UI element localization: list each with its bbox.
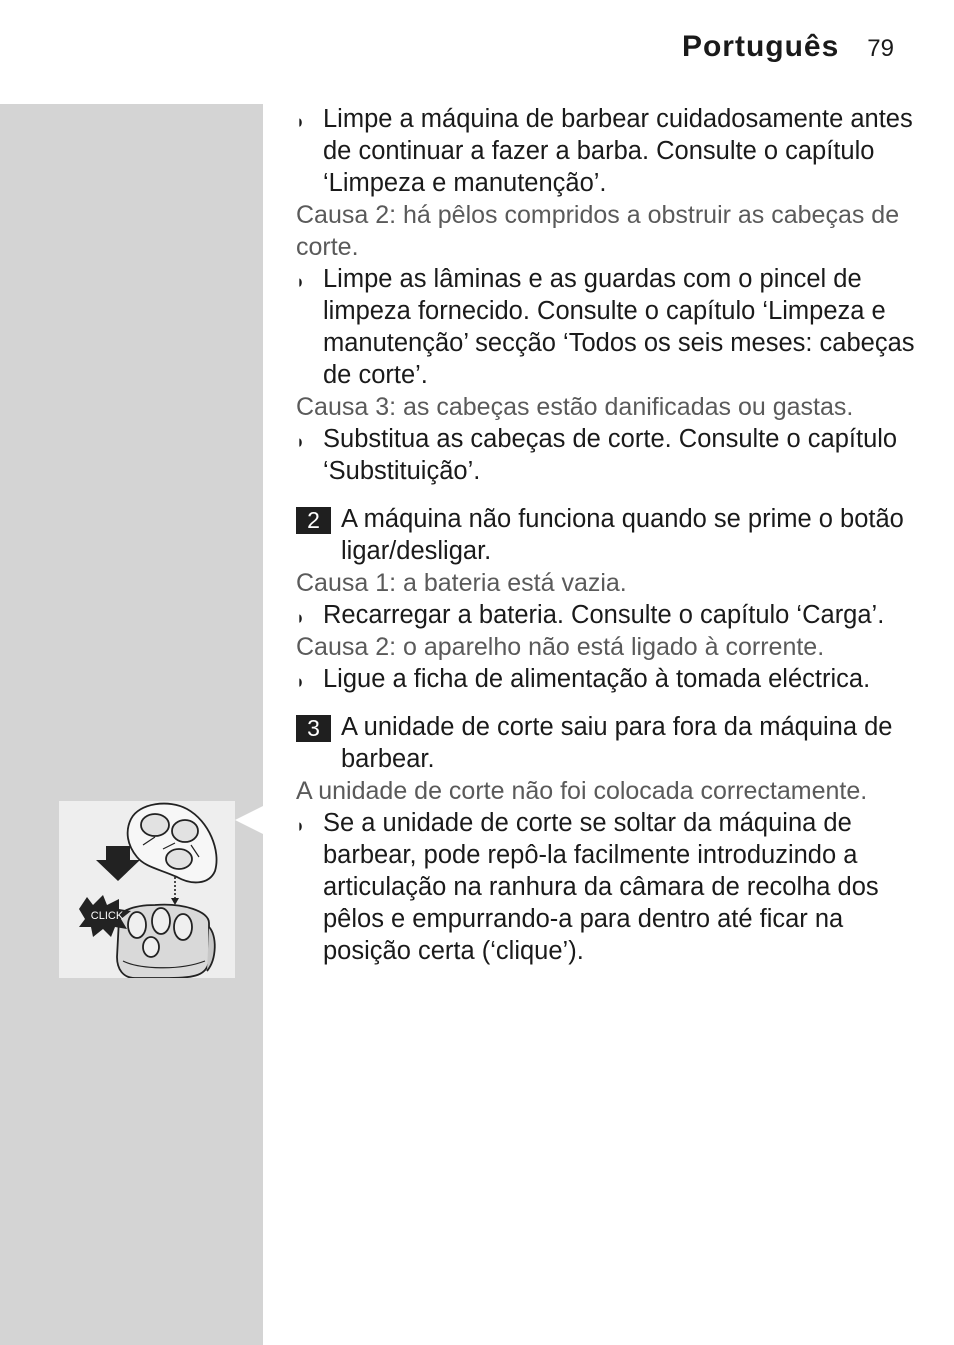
cause-text: Causa 2: o aparelho não está ligado à corrente. (296, 633, 825, 661)
problem-number: 2 (296, 507, 331, 534)
main-content (296, 103, 916, 967)
cutting-unit-icon (128, 804, 217, 883)
page-number: 79 (867, 35, 894, 62)
bullet-icon: ◗ (297, 432, 304, 453)
bullet-icon: ◗ (297, 272, 304, 293)
page-header (682, 30, 894, 64)
instruction-item: ◗ Recarregar a bateria. Consulte o capítulo ‘Carga’. (296, 599, 916, 631)
bullet-icon: ◗ (297, 112, 304, 133)
figure-pointer (235, 806, 263, 834)
instruction-item: ◗ Limpe as lâminas e as guardas com o pincel de limpeza fornecido. Consulte o capítulo ‘Limpeza e manutenção’ secção ‘Todos os seis meses: cabeças de corte’. (297, 265, 915, 389)
sidebar-panel (0, 104, 263, 1345)
problem-heading: 3 A unidade de corte saiu para fora da máquina de barbear. (296, 711, 916, 775)
bullet-icon: ◗ (297, 608, 304, 629)
instruction-item: ◗ Ligue a ficha de alimentação à tomada eléctrica. (296, 663, 916, 695)
cause-text: Causa 2: há pêlos compridos a obstruir as cabeças de corte. (296, 201, 900, 261)
problem-number: 3 (296, 715, 331, 742)
instruction-item: ◗ Substitua as cabeças de corte. Consulte o capítulo ‘Substituição’. (297, 425, 898, 485)
instruction-item: ◗ Se a unidade de corte se soltar da máquina de barbear, pode repô-la facilmente introduzindo a articulação na ranhura da câmara de recolha dos pêlos e empurrando-a para dentro até ficar na posição certa (‘clique’). (297, 809, 879, 965)
click-label: CLICK (90, 910, 124, 922)
shaver-body-icon (117, 905, 215, 978)
shaver-cutting-unit-illustration (59, 801, 235, 978)
problem-heading: 2 A máquina não funciona quando se prime o botão ligar/desligar. (296, 503, 916, 567)
instruction-item: ◗ Limpe a máquina de barbear cuidadosamente antes de continuar a fazer a barba. Consulte o capítulo ‘Limpeza e manutenção’. (297, 105, 913, 197)
language-title: Português (681, 30, 840, 63)
cause-text: A unidade de corte não foi colocada correctamente. (296, 777, 868, 805)
cause-text: Causa 1: a bateria está vazia. (296, 569, 627, 597)
cause-text: Causa 3: as cabeças estão danificadas ou gastas. (296, 393, 854, 421)
bullet-icon: ◗ (297, 672, 304, 693)
bullet-icon: ◗ (297, 816, 304, 837)
